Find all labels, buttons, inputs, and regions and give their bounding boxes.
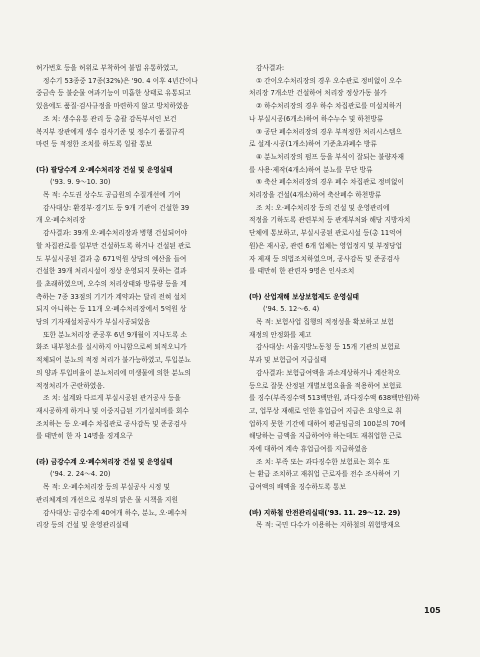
section-heading: (라) 금강수계 오·폐수처리장 건설 및 운영실태 [36,457,173,466]
text-line: 급여액의 배액을 징수하도록 통보 [249,483,346,492]
text-line: 적체되어 분뇨의 적정 처리가 불가능하였고, 투입분뇨 [36,356,191,365]
text-line: 할 차집관로를 일부만 건설하도록 하거나 건설된 관로 [36,241,191,250]
text-line: 되지 아니하는 등 11개 오·폐수처리장에서 5억원 상 [36,305,187,314]
text-line: 재정의 안정화를 제고 [249,330,312,339]
text-line: 마련 등 적정한 조치를 하도록 일괄 통보 [36,140,153,149]
text-line: 있음에도 품질·검사규정을 마련하지 않고 방치하였음 [36,102,189,111]
paragraph-gap [249,278,454,291]
text-line: 처리장을 건설(4개소)하여 축산폐수 하천방류 [249,191,382,200]
section-date: ('93. 9. 9～10. 30) [50,178,111,187]
page-number: 105 [424,606,441,615]
text-line: ⑤ 축산 폐수처리장의 경우 폐수 차집관로 정비없이 [256,178,404,187]
text-line: 화조 내부청소를 실시하지 아니함으로써 퇴적오니가 [36,343,187,352]
text-line: 를 사용·제작(4개소)하여 분뇨를 무단 방류 [249,165,373,174]
text-line: ④ 분뇨처리장의 펌프 등을 부식이 잘되는 불량자재 [256,152,404,161]
text-line: 등으로 잘못 산정된 개별보험요율을 적용하여 보험료 [249,381,402,390]
text-line: 관리체계의 개선으로 정부의 맑은 물 시책을 지원 [36,495,178,504]
text-line: 도 부실시공된 결과 총 671억원 상당의 예산을 들여 [36,254,187,263]
section-date: ('94. 5. 12～6. 4) [263,305,320,314]
text-line: 조 치: 부족 또는 과다징수한 보험료는 회수 또 [256,457,390,466]
text-line: 정수기 53종중 17종(32%)은 '90. 4 이후 4년간이나 [43,76,198,85]
text-line: 건설한 39개 처리시설이 정상 운영되지 못하는 결과 [36,267,187,276]
text-line: 또한 분뇨처리장 준공후 6년 9개월이 지나도록 소 [43,330,188,339]
text-line: 감사대상: 서울지방노동청 등 15개 기관의 보험료 [256,343,401,352]
text-line: 조 치: 설계와 다르게 부실시공된 관거공사 등을 [43,394,181,403]
text-line: 조 치: 오·폐수처리장 등의 건설 및 운영관리에 [256,203,390,212]
text-line: 자 제재 등 의법조치하였으며, 공사감독 및 준공검사 [249,254,400,263]
paragraph-gap [249,494,454,507]
text-line: 목 적: 보험사업 집행의 적정성을 확보하고 보험 [256,318,394,327]
text-line: 개 오·폐수처리장 [36,216,86,225]
section-heading: (바) 지하철 안전관리실태('93. 11. 29～12. 29) [249,508,401,517]
text-line: ① 간이오수처리장의 경우 오수관로 정비없이 오수 [256,76,402,85]
text-line: 목 적: 수도권 상수도 공급원의 수질개선에 기여 [43,191,181,200]
text-line: 리장 등의 건설 및 운영관리실태 [36,521,129,530]
paragraph-gap [36,151,241,164]
text-line: 감사결과: 39개 오·폐수처리장과 병행 건설되어야 [43,229,188,238]
text-line: ② 하수처리장의 경우 하수 차집관로를 미설치하거 [256,102,402,111]
text-line: 재시공하게 하거나 및 이중지급된 기기설치비를 회수 [36,406,189,415]
text-line: 의 양과 투입비율이 분뇨처리에 미생물에 의한 분뇨의 [36,368,191,377]
text-line: 나 부실시공(6개소)하여 하수누수 및 하천방류 [249,114,384,123]
text-line: 해당하는 금액을 지급하여야 하는데도 재취업한 근로 [249,432,402,441]
text-line: 감사대상: 환경부·경기도 등 9개 기관이 건설한 39 [43,203,190,212]
text-line: 고, 업무상 재해로 인한 휴업급여 지급은 요양으로 취 [249,406,402,415]
right-column [249,62,454,532]
text-line: 조 치: 생수유통 관리 등 총괄 감독부서인 보건 [43,114,177,123]
text-line: 적정을 기하도록 관련부처 등 관계부처와 해당 지방자치 [249,216,411,225]
text-line: 는 환급 조치하고 재취업 근로자를 전수 조사하여 기 [249,470,400,479]
text-line: 중금속 등 불순물 여과기능이 미흡한 상태로 유통되고 [36,89,191,98]
text-line: 감사대상: 금강수계 40여개 하수, 분뇨, 오·폐수처 [43,508,188,517]
text-line: 감사결과: 보험급여액을 과소계상하거나 계산착오 [256,368,401,377]
text-line: 업하지 못한 기간에 대하여 평균임금의 100분의 70에 [249,419,406,428]
section-date: ('94. 2. 24～4. 20) [50,470,111,479]
text-line: 원)은 재시공, 관련 6개 업체는 영업정지 및 부정당업 [249,241,403,250]
text-line: 당의 기자재설치공사가 부실시공되었음 [36,318,151,327]
text-line: 처리장 7개소만 건설하여 처리장 정상가동 불가 [249,89,387,98]
text-line: 를 태만히 한 자 14명을 징계요구 [36,432,133,441]
text-line: 로 설계·시공(1개소)하여 기준초과폐수 방류 [249,140,377,149]
text-line: 적정처리가 곤란하였음. [36,381,105,390]
section-heading: (마) 산업재해 보상보험제도 운영실태 [249,292,359,301]
text-line: 복지부 장관에게 생수 검사기준 및 정수기 품질규격 [36,127,185,136]
text-line: 자에 대하여 계속 휴업급여를 지급하였음 [249,445,368,454]
text-line: 를 태만히 한 관련자 9명은 인사조치 [249,267,355,276]
text-line: 측하는 7종 33점의 기기가 계약과는 달리 전혀 설치 [36,292,187,301]
text-line: ③ 공단 폐수처리장의 경우 부적정한 처리시스템으 [256,127,402,136]
text-line: 단체에 통보하고, 부실시공된 관로시설 등(총 11억여 [249,229,403,238]
text-line: 조치하는 등 오·폐수 차집관로 공사감독 및 준공검사 [36,419,187,428]
text-line: 를 징수(부족징수액 513백만원, 과다징수액 638백만원)하 [249,394,420,403]
text-line: 감사결과: [256,64,285,72]
text-line: 목 적: 오·폐수처리장 등의 부실공사 시정 및 [43,483,170,492]
text-line: 목 적: 국민 다수가 이용하는 지하철의 위험방재요 [256,521,401,530]
text-line: 를 초래하였으며, 오수의 처리상태와 방류량 등을 계 [36,279,187,288]
section-heading: (다) 팔당수계 오·폐수처리장 건설 및 운영실태 [36,165,173,174]
left-column [36,62,241,532]
paragraph-gap [36,443,241,456]
text-line: 허가번호 등을 허위로 부착하여 불법 유통하였고, [36,64,178,72]
text-line: 부과 및 보험급여 지급실태 [249,356,327,365]
